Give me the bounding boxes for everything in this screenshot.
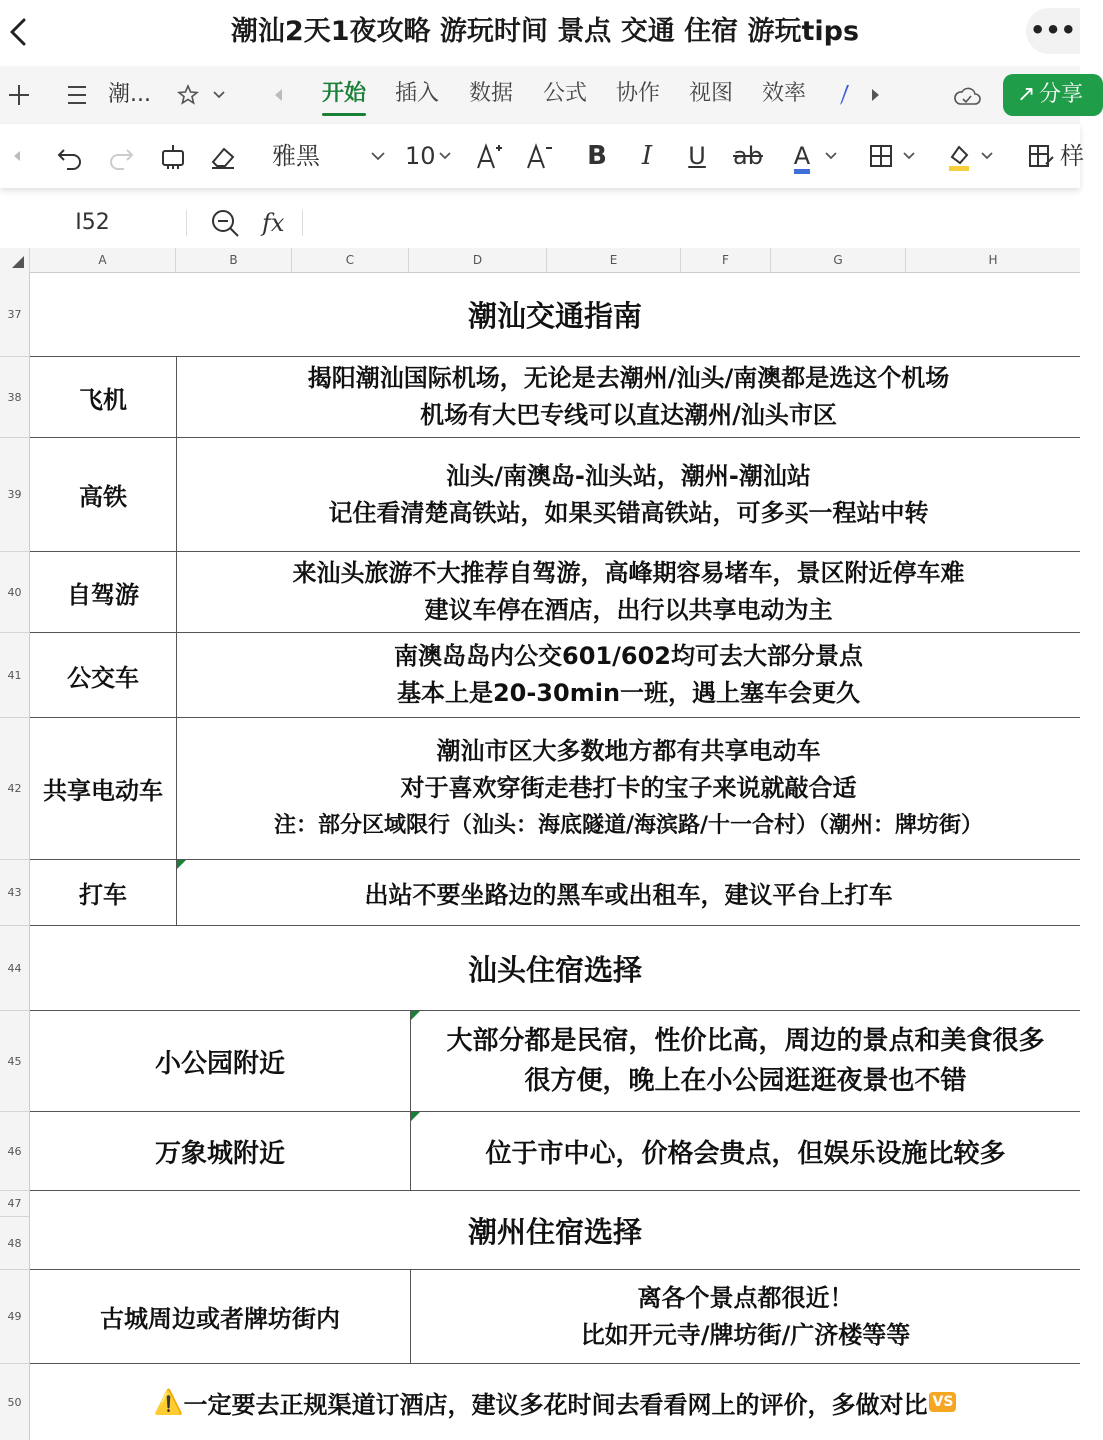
- column-header-b[interactable]: B: [176, 248, 292, 272]
- content-line: 离各个景点都很近！: [637, 1283, 854, 1312]
- italic-button[interactable]: I: [641, 141, 653, 171]
- borders-dropdown-icon[interactable]: [900, 124, 918, 188]
- content-line: 来汕头旅游不大推荐自驾游，高峰期容易堵车，景区附近停车难: [292, 559, 965, 587]
- share-icon: ↗: [1017, 82, 1036, 107]
- label-cell[interactable]: 自驾游: [30, 552, 177, 633]
- content-line: 位于市中心，价格会贵点，但娱乐设施比较多: [485, 1138, 1006, 1169]
- formula-divider: [186, 210, 187, 236]
- title-bar: [0, 0, 1080, 66]
- undo-icon[interactable]: [55, 124, 85, 188]
- format-painter-icon[interactable]: [158, 124, 188, 188]
- row-header-39[interactable]: 39: [0, 438, 30, 552]
- pen-icon[interactable]: [838, 66, 852, 124]
- content-line: 很方便，晚上在小公园逛逛夜景也不错: [524, 1066, 967, 1096]
- font-name-dropdown-icon[interactable]: [368, 124, 388, 188]
- function-icon[interactable]: fx: [262, 209, 285, 237]
- star-icon[interactable]: [178, 66, 198, 124]
- cell-comment-marker: [411, 1112, 420, 1121]
- content-cell[interactable]: [177, 552, 1080, 633]
- row-header-37[interactable]: 37: [0, 272, 30, 357]
- add-icon[interactable]: [8, 66, 30, 124]
- fill-color-icon[interactable]: [944, 124, 974, 188]
- cloud-icon[interactable]: [952, 66, 982, 124]
- underline-button[interactable]: U: [688, 142, 706, 170]
- eraser-icon[interactable]: [208, 124, 238, 188]
- scroll-left-arrow-icon[interactable]: [272, 66, 284, 124]
- warning-icon: ⚠️: [153, 1388, 184, 1416]
- content-cell[interactable]: [177, 438, 1080, 552]
- share-label: 分享: [1039, 82, 1084, 107]
- row-header-38[interactable]: 38: [0, 357, 30, 438]
- column-header-f[interactable]: F: [681, 248, 771, 272]
- bold-button[interactable]: B: [587, 141, 607, 171]
- row-header-46[interactable]: 46: [0, 1112, 30, 1191]
- tab-efficiency[interactable]: 效率: [762, 81, 807, 106]
- row-header-42[interactable]: 42: [0, 718, 30, 860]
- font-size-select[interactable]: 10: [405, 142, 436, 170]
- share-button[interactable]: [1003, 74, 1103, 116]
- tip-text: 一定要去正规渠道订酒店，建议多花时间去看看网上的评价，多做对比: [183, 1390, 928, 1419]
- column-header-h[interactable]: H: [988, 253, 998, 267]
- tab-insert[interactable]: 插入: [395, 81, 440, 106]
- content-line: 基本上是20-30min一班，遇上塞车会更久: [396, 679, 861, 707]
- cell-style-label[interactable]: 样: [1060, 142, 1084, 170]
- content-line: 汕头/南澳岛-汕头站，潮州-潮汕站: [446, 461, 811, 490]
- row-header-48[interactable]: 48: [0, 1217, 30, 1270]
- formula-bar: [0, 198, 1080, 249]
- content-line: 比如开元寺/牌坊街/广济楼等等: [580, 1320, 911, 1349]
- content-line: 出站不要坐路边的黑车或出租车，建议平台上打车: [364, 881, 893, 909]
- row-header-44[interactable]: 44: [0, 926, 30, 1011]
- content-cell[interactable]: [177, 633, 1080, 718]
- label-cell[interactable]: 共享电动车: [30, 718, 177, 860]
- formula-divider-2: [302, 210, 303, 236]
- content-line: 对于喜欢穿街走巷打卡的宝子来说就敲合适: [400, 774, 857, 802]
- content-cell[interactable]: [177, 718, 1080, 860]
- zoom-out-icon[interactable]: [208, 206, 242, 240]
- row-header-43[interactable]: 43: [0, 860, 30, 926]
- column-header-a[interactable]: A: [30, 248, 176, 272]
- content-line: 机场有大巴专线可以直达潮州/汕头市区: [420, 401, 837, 429]
- content-cell[interactable]: [411, 1112, 1080, 1191]
- column-header-d[interactable]: D: [409, 248, 547, 272]
- row-header-40[interactable]: 40: [0, 552, 30, 633]
- tab-collaborate[interactable]: 协作: [616, 81, 661, 106]
- row-header-41[interactable]: 41: [0, 633, 30, 718]
- scroll-right-arrow-icon[interactable]: [870, 66, 882, 124]
- font-color-button[interactable]: [787, 124, 817, 188]
- cell-comment-marker: [411, 1011, 420, 1020]
- content-line: 建议车停在酒店，出行以共享电动为主: [424, 596, 833, 624]
- content-cell[interactable]: [177, 860, 1080, 926]
- cell-style-icon[interactable]: [1026, 124, 1056, 188]
- label-cell[interactable]: 万象城附近: [30, 1112, 411, 1191]
- content-line: 潮汕市区大多数地方都有共享电动车: [436, 737, 821, 765]
- section-heading-transport[interactable]: 潮汕交通指南: [30, 272, 1080, 357]
- column-header-g[interactable]: G: [771, 248, 906, 272]
- borders-icon[interactable]: [866, 124, 896, 188]
- tab-view[interactable]: 视图: [689, 81, 734, 106]
- cell-reference-box[interactable]: I52: [75, 210, 110, 235]
- row-header-47[interactable]: 47: [0, 1191, 30, 1217]
- column-header-c[interactable]: C: [292, 248, 409, 272]
- content-line: 揭阳潮汕国际机场，无论是去潮州/汕头/南澳都是选这个机场: [307, 364, 950, 392]
- ribbon-tab-bar: [0, 66, 1084, 124]
- content-line: 大部分都是民宿，性价比高，周边的景点和美食很多: [446, 1026, 1045, 1056]
- fill-color-dropdown-icon[interactable]: [978, 124, 996, 188]
- content-line: 南澳岛岛内公交601/602均可去大部分景点: [394, 642, 863, 670]
- label-cell[interactable]: 飞机: [30, 357, 177, 438]
- label-cell[interactable]: 古城周边或者牌坊街内: [30, 1270, 411, 1364]
- font-size-dropdown-icon[interactable]: [436, 124, 454, 188]
- label-cell[interactable]: 公交车: [30, 633, 177, 718]
- content-cell[interactable]: [177, 357, 1080, 438]
- more-options-icon[interactable]: •••: [1026, 8, 1080, 54]
- increase-font-size-icon[interactable]: [474, 124, 504, 188]
- vs-icon: VS: [929, 1392, 956, 1412]
- chevron-down-icon[interactable]: [212, 66, 226, 124]
- redo-icon[interactable]: [106, 124, 136, 188]
- font-name-select[interactable]: 雅黑: [272, 142, 320, 170]
- content-cell[interactable]: [411, 1270, 1080, 1364]
- toolbar-scroll-left-icon[interactable]: [10, 124, 24, 188]
- tab-formula[interactable]: 公式: [543, 81, 588, 106]
- document-title: 潮汕2天1夜攻略 游玩时间 景点 交通 住宿 游玩tips: [230, 16, 860, 47]
- font-color-dropdown-icon[interactable]: [822, 124, 840, 188]
- row-header-50[interactable]: 50: [0, 1364, 30, 1440]
- select-all-corner[interactable]: [0, 248, 30, 272]
- column-header-e[interactable]: E: [547, 248, 681, 272]
- tab-start[interactable]: 开始: [322, 66, 366, 124]
- back-chevron-icon[interactable]: [4, 12, 34, 52]
- content-cell[interactable]: [411, 1011, 1080, 1112]
- content-line: 记住看清楚高铁站，如果买错高铁站，可多买一程站中转: [328, 498, 929, 527]
- column-header-bar: [0, 248, 1080, 273]
- menu-icon[interactable]: [66, 66, 88, 124]
- strikethrough-button[interactable]: ab: [733, 142, 763, 170]
- row-header-45[interactable]: 45: [0, 1011, 30, 1112]
- section-heading-shantou-lodging[interactable]: 汕头住宿选择: [30, 926, 1080, 1011]
- section-heading-chaozhou-lodging[interactable]: 潮州住宿选择: [30, 1191, 1080, 1270]
- content-line: 注：部分区域限行（汕头：海底隧道/海滨路/十一合村）（潮州：牌坊街）: [273, 813, 984, 838]
- tab-data[interactable]: 数据: [469, 81, 514, 106]
- document-name-tab[interactable]: 潮...: [108, 82, 151, 107]
- label-cell[interactable]: 打车: [30, 860, 177, 926]
- label-cell[interactable]: 小公园附近: [30, 1011, 411, 1112]
- cell-comment-marker: [177, 860, 186, 869]
- font-color-label: A: [794, 143, 810, 174]
- tip-cell[interactable]: [30, 1364, 1080, 1440]
- decrease-font-size-icon[interactable]: [524, 124, 554, 188]
- label-cell[interactable]: 高铁: [30, 438, 177, 552]
- formatting-toolbar: [0, 124, 1084, 188]
- row-header-49[interactable]: 49: [0, 1270, 30, 1364]
